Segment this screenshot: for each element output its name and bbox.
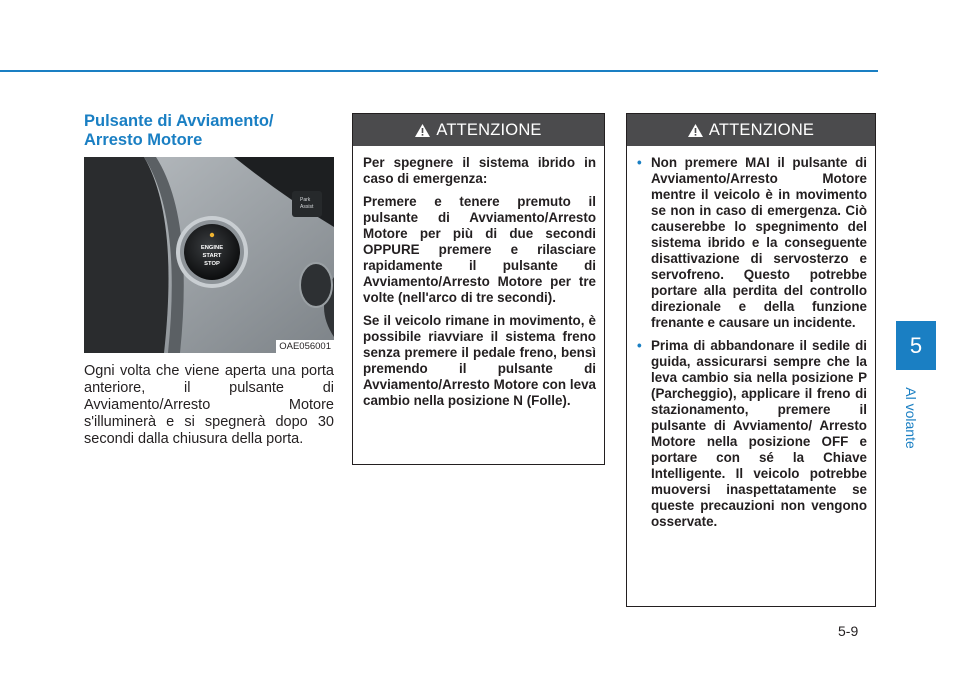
page-number: 5-9 [838, 623, 859, 639]
warning-box-emergency-stop [352, 113, 605, 465]
button-label-line: ENGINE [200, 245, 224, 251]
figure-code: OAE056001 [276, 340, 334, 353]
warning-triangle-icon [688, 124, 703, 137]
chapter-title-label: Al volante [903, 387, 919, 449]
warning-body [353, 146, 604, 409]
dashboard-illustration [84, 157, 334, 353]
section-title: Pulsante di Avviamento/ Arresto Motore [84, 112, 274, 149]
warning-header-label: ATTENZIONE [436, 120, 542, 139]
button-label-line: START [202, 253, 222, 259]
chapter-number-tab: 5 [896, 321, 936, 370]
warning-header [353, 114, 604, 146]
warning-triangle-icon [415, 124, 430, 137]
intro-paragraph: Ogni volta che viene aperta una porta anteriore, il pulsante di Avviamento/Arresto Motore s'illuminerà e si spegnerà dopo 30 secondi dalla chiusura della porta. [84, 363, 334, 447]
start-stop-button-icon [184, 224, 240, 280]
button-label-line: STOP [204, 261, 220, 267]
warning-box-driving [626, 113, 876, 607]
warning-header [627, 114, 875, 146]
warning-body [627, 146, 875, 530]
warning-paragraph: Per spegnere il sistema ibrido in caso di emergenza: [363, 155, 596, 186]
chapter-title [898, 378, 924, 458]
warning-list [637, 155, 867, 530]
engine-start-button-photo [84, 157, 334, 353]
park-assist-label: Park [300, 197, 311, 203]
warning-list-item [637, 155, 867, 331]
warning-list-text: Non premere MAI il pulsante di Avviamento/Arresto Motore mentre il veicolo è in movimento se non in caso di emergenza. Ciò causerebbe lo spegnimento del sistema ibrido e la conseguente disattivazione di servosterzo e servofreno. Questo potrebbe portare alla perdita del controllo direzionale e della funzione frenante e causare un incidente. [651, 155, 867, 330]
warning-paragraph: Se il veicolo rimane in movimento, è possibile riavviare il sistema freno senza premere il pedale freno, bensì premendo il pulsante di Avviamento/Arresto Motore con leva cambio nella posizione N (Folle). [363, 313, 596, 408]
header-rule [0, 70, 878, 72]
park-assist-label: Assist [300, 204, 314, 210]
warning-list-text: Prima di abbandonare il sedile di guida, assicurarsi sempre che la leva cambio sia nella posizione P (Parcheggio), applicare il freno di stazionamento, premere il pulsante di Avviamento/ Arresto Motore nella posizione OFF e portare con sé la Chiave Intelligente. Il veicolo potrebbe muoversi inaspettatamente se queste precauzioni non vengono osservate. [651, 338, 867, 529]
warning-header-label: ATTENZIONE [708, 120, 815, 139]
bullet-dot-icon: • [637, 155, 642, 170]
warning-paragraph: Premere e tenere premuto il pulsante di Avviamento/Arresto Motore per più di due secondi OPPURE premere e rilasciare rapidamente il pulsante di Avviamento/Arresto Motore per tre volte (nell'arco di tre secondi). [363, 194, 596, 305]
bullet-dot-icon: • [637, 338, 642, 353]
warning-list-item [637, 338, 867, 530]
